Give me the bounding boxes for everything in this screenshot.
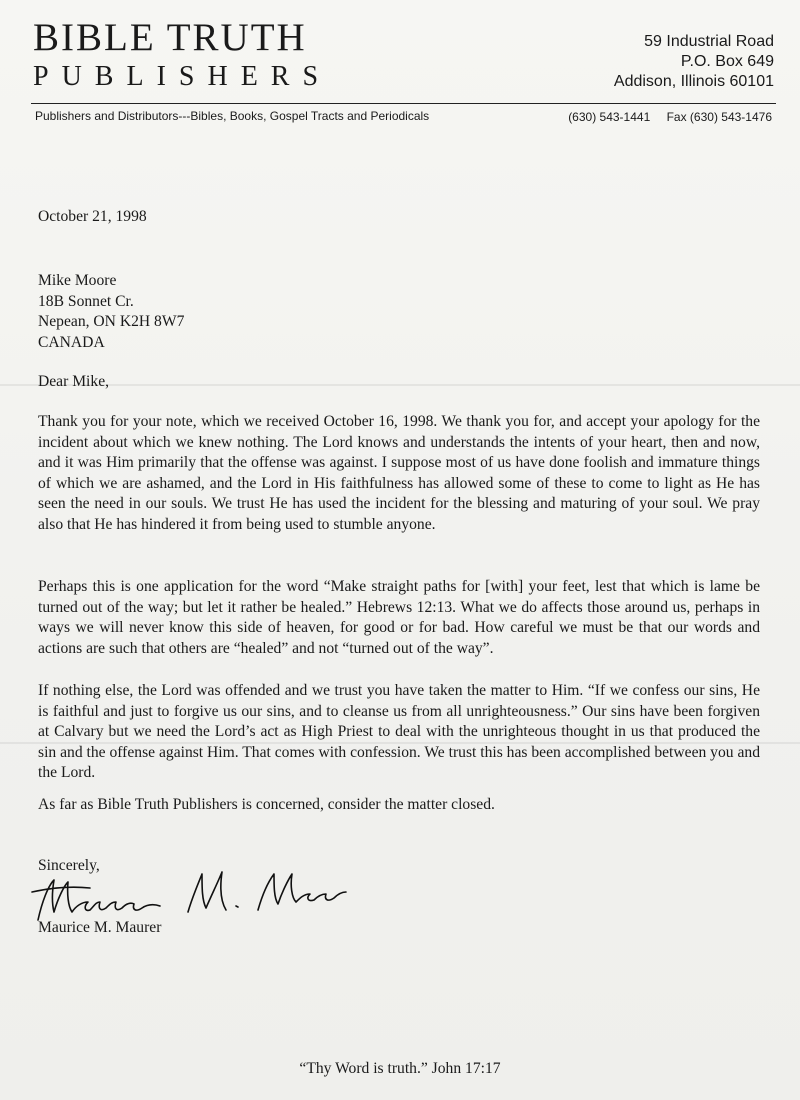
letterhead-divider (31, 103, 776, 104)
letterhead-address (614, 32, 774, 92)
address-city: Addison, Illinois 60101 (613, 73, 774, 90)
handwritten-signature (30, 862, 350, 924)
letterhead-tagline: Publishers and Distributors---Bibles, Books, Gospel Tracts and Periodicals (35, 109, 430, 123)
letterhead-name-line1: BIBLE TRUTH (33, 16, 307, 59)
salutation: Dear Mike, (38, 373, 110, 390)
body-paragraph: If nothing else, the Lord was offended and we trust you have taken the matter to Him. “If we confess our sins, He is faithful and just to forgive us our sins, and to cleanse us from all unrighteousness.” Our sins have been forgiven at Calvary but we need the Lord’s act as High Priest to deal with the unrighteous thought in us that produced the sin and the offense against Him. That comes with confession. We trust this has been accomplished between you and the Lord. (38, 682, 760, 781)
recipient-city: Nepean, ON K2H 8W7 (38, 313, 185, 330)
body-paragraph: As far as Bible Truth Publishers is concerned, consider the matter closed. (38, 796, 495, 813)
recipient-street: 18B Sonnet Cr. (38, 292, 134, 310)
phone-number: (630) 543-1441 (568, 110, 651, 124)
footer-motto: “Thy Word is truth.” John 17:17 (299, 1060, 501, 1077)
fax-number: Fax (630) 543-1476 (666, 110, 772, 124)
recipient-name: Mike Moore (38, 272, 117, 289)
body-paragraph: Perhaps this is one application for the word “Make straight paths for [with] your feet, lest that which is lame be turned out of the way; but let it rather be healed.” Hebrews 12:13. What we do affects those around us, perhaps in ways we will never know this side of heaven, for good or for bad. How careful we must be that our words and actions are such that others are “healed” and not “turned out of the way”. (38, 578, 760, 657)
signer-name: Maurice M. Maurer (38, 919, 162, 936)
closing: Sincerely, (38, 857, 100, 874)
address-po-box: P.O. Box 649 (680, 53, 774, 70)
recipient-address (38, 271, 760, 353)
letterhead-contact (568, 110, 772, 124)
address-street: 59 Industrial Road (644, 33, 774, 50)
letterhead-name-line2: PUBLISHERS (33, 61, 332, 92)
letter-date: October 21, 1998 (38, 208, 147, 225)
recipient-country: CANADA (38, 333, 105, 351)
body-paragraph: Thank you for your note, which we received October 16, 1998. We thank you for, and accept your apology for the incident about which we knew nothing. The Lord knows and understands the intents of your heart, then and now, and it was Him primarily that the offense was against. I suppose most of us have done foolish and immature things of which we are ashamed, and the Lord in His faithfulness has allowed some of these to come to light as He has seen the need in our souls. We trust He has used the incident for the blessing and maturing of your soul. We pray also that He has hindered it from being used to stumble anyone. (38, 413, 760, 533)
